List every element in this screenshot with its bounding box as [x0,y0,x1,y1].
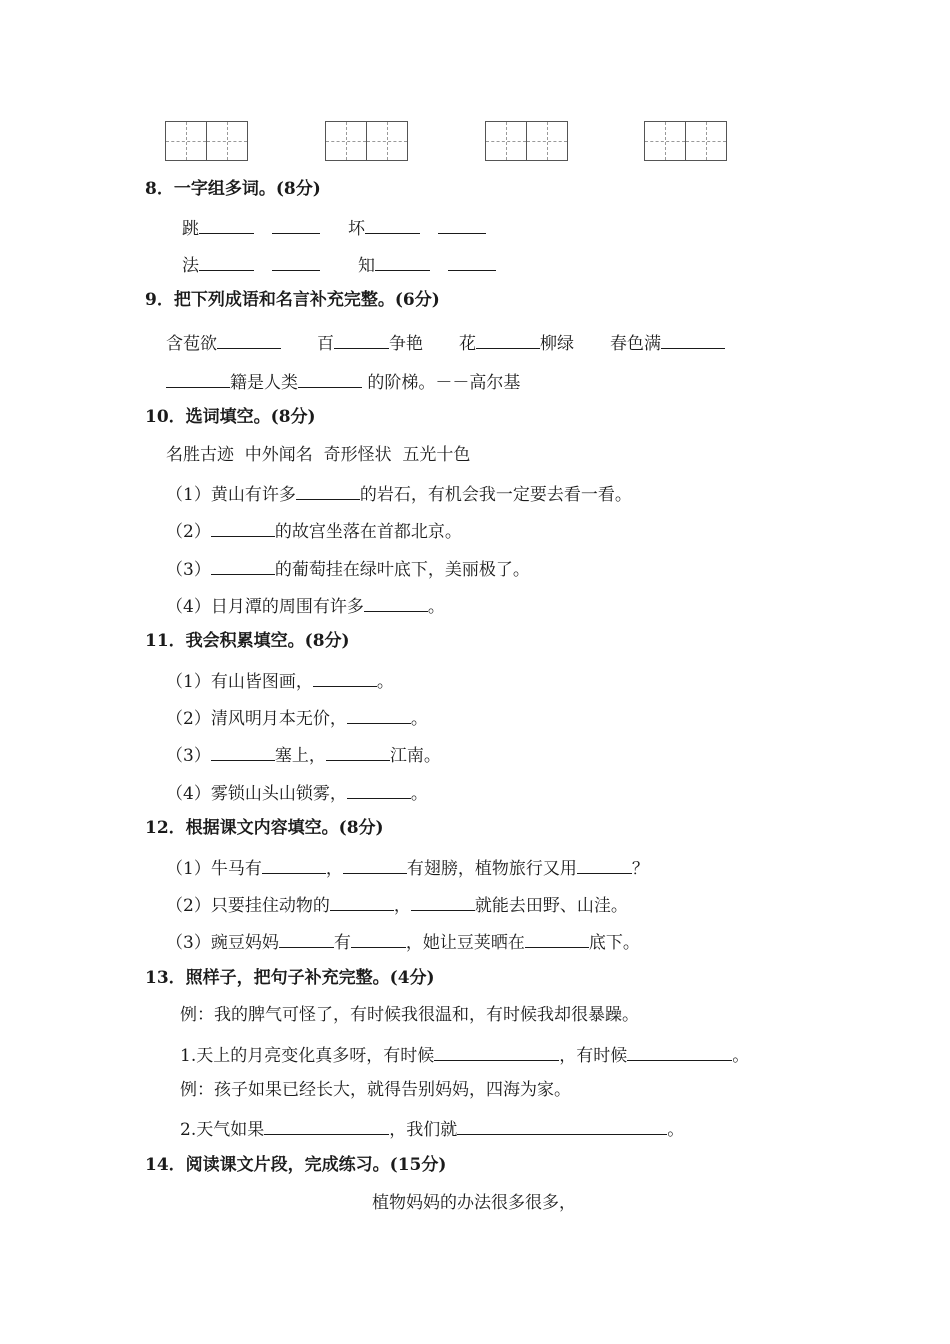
q12-text: （3）豌豆妈妈 [166,933,279,953]
q9-title: 9．把下列成语和名言补充完整。(6分) [145,290,440,310]
q12-item-1 [166,855,649,880]
q8-title: 8．一字组多词。(8分) [145,179,321,199]
q12-item-2 [166,892,628,917]
q8-char: 知 [358,256,375,276]
q13-title: 13．照样子，把句子补充完整。(4分) [145,968,435,988]
q10-title: 10．选词填空。(8分) [145,407,316,427]
q11-text: 江南。 [389,746,441,766]
answer-blank[interactable] [264,1116,389,1135]
q9-text: 花 [459,334,476,354]
q12-text: 有翅膀，植物旅行又用 [406,859,577,879]
q11-item-4 [166,780,428,805]
grid-cell[interactable] [685,121,727,161]
q12-text: ， [325,859,343,879]
grid-cell[interactable] [644,121,686,161]
grid-cell[interactable] [165,121,207,161]
q11-title: 11．我会积累填空。(8分) [145,631,350,651]
q10-item-4 [166,593,445,618]
q11-item-3 [166,742,441,767]
q14-title: 14．阅读课文片段，完成练习。(15分) [145,1155,447,1175]
q8-char: 跳 [182,219,199,239]
q13-text: ，我们就 [389,1120,458,1140]
answer-blank[interactable] [199,215,254,234]
q12-title: 12．根据课文内容填空。(8分) [145,818,384,838]
q10-text: 。 [427,597,445,617]
answer-blank[interactable] [627,1042,732,1061]
q9-row-1 [166,330,725,355]
q13-sentence-2 [180,1116,684,1141]
grid-cell[interactable] [366,121,408,161]
char-grid-1[interactable] [165,121,248,161]
q13-text: 。 [732,1046,750,1066]
q12-item-3 [166,929,640,954]
q9-text: 柳绿 [540,334,574,354]
q11-text: （2）清风明月本无价， [166,709,347,729]
q10-text: （2） [166,522,211,542]
q13-sentence-1 [180,1042,749,1067]
q11-text: （3） [166,746,211,766]
q12-text: 底下。 [588,933,640,953]
q10-text: 的葡萄挂在绿叶底下，美丽极了。 [274,560,530,580]
answer-blank[interactable] [166,369,230,388]
q9-text: 争艳 [389,334,423,354]
q13-text: 1.天上的月亮变化真多呀，有时候 [180,1046,435,1066]
answer-blank[interactable] [364,593,428,612]
q11-item-2 [166,705,428,730]
q11-text: 。 [410,784,428,804]
answer-blank[interactable] [313,668,377,687]
answer-blank[interactable] [330,892,394,911]
grid-cell[interactable] [325,121,367,161]
q8-row-2 [182,252,496,277]
answer-blank[interactable] [411,892,475,911]
answer-blank[interactable] [326,742,390,761]
answer-blank[interactable] [211,518,275,537]
q10-text: 的故宫坐落在首都北京。 [274,522,462,542]
q13-example-1: 例：我的脾气可怪了，有时候我很温和，有时候我却很暴躁。 [180,1005,639,1025]
q11-item-1 [166,668,394,693]
answer-blank[interactable] [365,215,420,234]
q10-word-bank: 名胜古迹 中外闻名 奇形怪状 五光十色 [166,445,471,465]
answer-blank[interactable] [525,929,589,948]
grid-cell[interactable] [526,121,568,161]
answer-blank[interactable] [375,252,430,271]
q10-text: （1）黄山有许多 [166,485,296,505]
q13-text: 2.天气如果 [180,1120,265,1140]
q12-text: 就能去田野、山洼。 [474,896,628,916]
answer-blank[interactable] [448,252,496,271]
q12-text: （2）只要挂住动物的 [166,896,330,916]
q12-text: 有 [333,933,351,953]
q8-char: 坏 [348,219,365,239]
q9-text: 含苞欲 [166,334,217,354]
q11-text: 塞上， [274,746,326,766]
answer-blank[interactable] [351,929,406,948]
answer-blank[interactable] [476,330,540,349]
q12-text: ？ [631,859,649,879]
answer-blank[interactable] [298,369,362,388]
q12-text: （1）牛马有 [166,859,262,879]
q11-text: 。 [410,709,428,729]
answer-blank[interactable] [438,215,486,234]
answer-blank[interactable] [272,252,320,271]
answer-blank[interactable] [211,556,275,575]
answer-blank[interactable] [199,252,254,271]
answer-blank[interactable] [272,215,320,234]
q9-row-2 [166,369,520,394]
q13-text: 。 [667,1120,685,1140]
q10-item-3 [166,556,530,581]
q13-example-2: 例：孩子如果已经长大，就得告别妈妈，四海为家。 [180,1080,571,1100]
q14-passage-line: 植物妈妈的办法很多很多， [372,1193,576,1213]
q11-text: （4）雾锁山头山锁雾， [166,784,347,804]
q9-text: 的阶梯。－－高尔基 [362,373,521,393]
answer-blank[interactable] [577,855,632,874]
answer-blank[interactable] [347,780,411,799]
q8-char: 法 [182,256,199,276]
q10-text: （4）日月潭的周围有许多 [166,597,364,617]
answer-blank[interactable] [279,929,334,948]
answer-blank[interactable] [434,1042,559,1061]
answer-blank[interactable] [347,705,411,724]
answer-blank[interactable] [334,330,389,349]
q10-text: （3） [166,560,211,580]
answer-blank[interactable] [296,481,360,500]
grid-cell[interactable] [485,121,527,161]
q12-text: ， [393,896,411,916]
q9-text: 百 [317,334,334,354]
answer-blank[interactable] [211,742,275,761]
grid-cell[interactable] [206,121,248,161]
q11-text: （1）有山皆图画， [166,672,313,692]
answer-blank[interactable] [217,330,281,349]
q9-text: 籍是人类 [230,373,298,393]
q12-text: ，她让豆荚晒在 [405,933,525,953]
char-grid-4[interactable] [644,121,727,161]
q10-text: 的岩石，有机会我一定要去看一看。 [359,485,632,505]
q10-item-1 [166,481,632,506]
answer-blank[interactable] [457,1116,667,1135]
q13-text: ，有时候 [559,1046,628,1066]
char-grid-2[interactable] [325,121,408,161]
q11-text: 。 [376,672,394,692]
char-grid-3[interactable] [485,121,568,161]
answer-blank[interactable] [343,855,407,874]
q9-text: 春色满 [610,334,661,354]
q10-item-2 [166,518,462,543]
answer-blank[interactable] [262,855,326,874]
answer-blank[interactable] [661,330,725,349]
q8-row-1 [182,215,486,240]
